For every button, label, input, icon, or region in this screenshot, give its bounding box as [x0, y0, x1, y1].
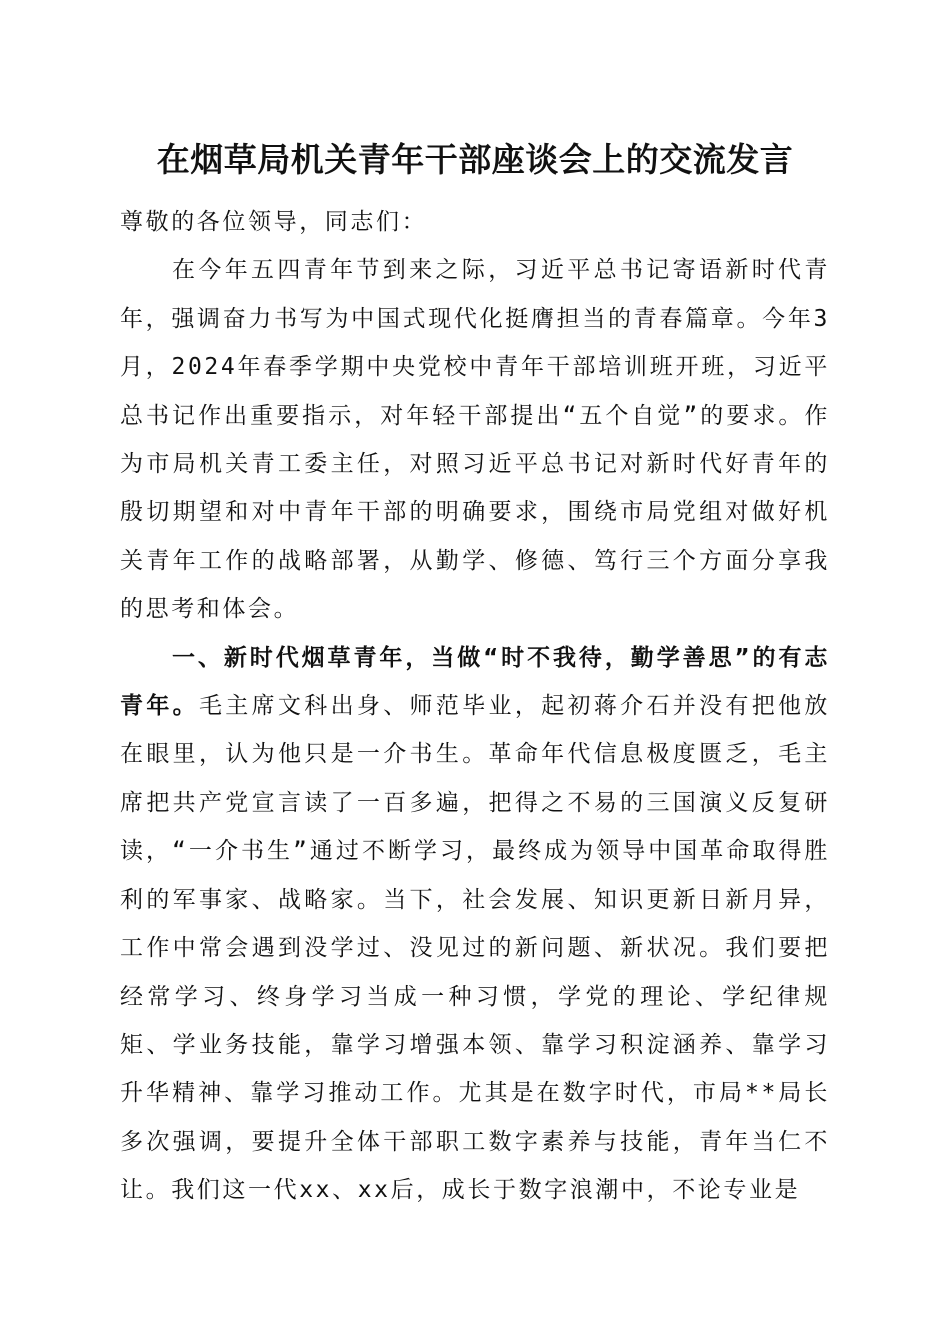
- salutation: 尊敬的各位领导，同志们：: [120, 209, 428, 235]
- document-body: [120, 198, 830, 1215]
- paragraph-intro: [120, 246, 830, 633]
- section-one-heading: 一、新时代烟草青年，当做“时不我待，勤学善思”的有志青年。: [120, 644, 830, 720]
- section-one-text: 毛主席文科出身、师范毕业，起初蒋介石并没有把他放在眼里，认为他只是一介书生。革命年代信息极度匮乏，毛主席把共产党宣言读了一百多遍，把得之不易的三国演义反复研读，“一介书生”通过不断学习，最终成为领导中国革命取得胜利的军事家、战略家。当下，社会发展、知识更新日新月异，工作中常会遇到没学过、没见过的新问题、新状况。我们要把经常学习、终身学习当成一种习惯，学党的理论、学纪律规矩、学业务技能，靠学习增强本领、靠学习积淀涵养、靠学习升华精神、靠学习推动工作。尤其是在数字时代，市局**局长多次强调，要提升全体干部职工数字素养与技能，青年当仁不让。我们这一代xx、xx后，成长于数字浪潮中，不论专业是: [120, 693, 830, 1204]
- paragraph-section-one: [120, 634, 830, 1215]
- document-title: 在烟草局机关青年干部座谈会上的交流发言: [156, 140, 794, 179]
- paragraph-intro-text: 在今年五四青年节到来之际，习近平总书记寄语新时代青年，强调奋力书写为中国式现代化挺膺担当的青春篇章。今年3月，2024年春季学期中央党校中青年干部培训班开班，习近平总书记作出重要指示，对年轻干部提出“五个自觉”的要求。作为市局机关青工委主任，对照习近平总书记对新时代好青年的殷切期望和对中青年干部的明确要求，围绕市局党组对做好机关青年工作的战略部署，从勤学、修德、笃行三个方面分享我的思考和体会。: [120, 257, 830, 623]
